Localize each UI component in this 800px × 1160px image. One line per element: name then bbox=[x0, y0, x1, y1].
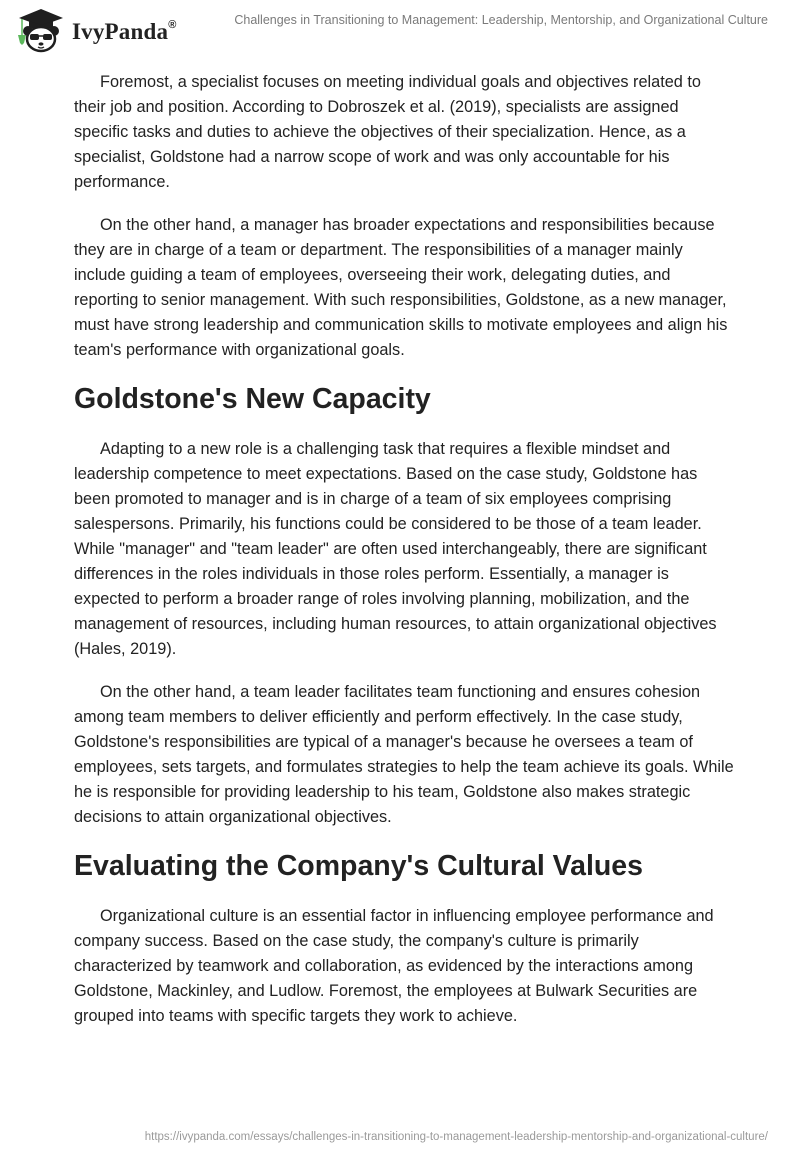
paragraph: On the other hand, a team leader facilitates team functioning and ensures cohesion among team members to deliver efficiently and perform effectively. In the case study, Goldstone's responsibilities are typical of a manager's because he oversees a team of employees, sets targets, and formulates strategies to help the team achieve its goals. While he is responsible for providing leadership to his team, Goldstone also makes strategic decisions to attain organizational objectives. bbox=[74, 683, 734, 826]
brand-name: IvyPanda® bbox=[72, 19, 177, 44]
article-body bbox=[74, 70, 734, 1047]
section-heading: Evaluating the Company's Cultural Values bbox=[74, 850, 643, 882]
paragraph: Foremost, a specialist focuses on meeting individual goals and objectives related to their job and position. According to Dobroszek et al. (2019), specialists are assigned specific tasks and duties to achieve the objectives of their specialization. Hence, as a specialist, Goldstone had a narrow scope of work and was only accountable for his performance. bbox=[74, 73, 701, 191]
panda-graduate-icon bbox=[16, 7, 66, 53]
page-header bbox=[0, 0, 800, 60]
paragraph: On the other hand, a manager has broader expectations and responsibilities because they are in charge of a team or department. The responsibilities of a manager mainly include guiding a team of employees, overseeing their work, delegating duties, and reporting to senior management. With such responsibilities, Goldstone, as a new manager, must have strong leadership and communication skills to motivate employees and align his team's performance with organizational goals. bbox=[74, 216, 728, 359]
ivypanda-logo[interactable] bbox=[16, 7, 177, 53]
document-title: Challenges in Transitioning to Management: Leadership, Mentorship, and Organizational Culture bbox=[234, 13, 768, 27]
paragraph: Adapting to a new role is a challenging task that requires a flexible mindset and leadership competence to meet expectations. Based on the case study, Goldstone has been promoted to manager and is in charge of a team of six employees comprising salespersons. Primarily, his functions could be considered to be those of a team leader. While "manager" and "team leader" are often used interchangeably, there are significant differences in the roles individuals in those roles perform. Essentially, a manager is expected to perform a broader range of roles involving planning, mobilization, and the management of resources, including human resources, to attain organizational objectives (Hales, 2019). bbox=[74, 440, 717, 658]
registered-mark: ® bbox=[168, 19, 177, 32]
paragraph: Organizational culture is an essential factor in influencing employee performance and company success. Based on the case study, the company's culture is primarily characterized by teamwork and collaboration, as evidenced by the interactions among Goldstone, Mackinley, and Ludlow. Foremost, the employees at Bulwark Securities are grouped into teams with specific targets they work to achieve. bbox=[74, 907, 714, 1025]
source-url-link[interactable]: https://ivypanda.com/essays/challenges-in-transitioning-to-management-leadership-mentorship-and-organizational-culture/ bbox=[144, 1131, 768, 1143]
section-heading: Goldstone's New Capacity bbox=[74, 383, 431, 415]
